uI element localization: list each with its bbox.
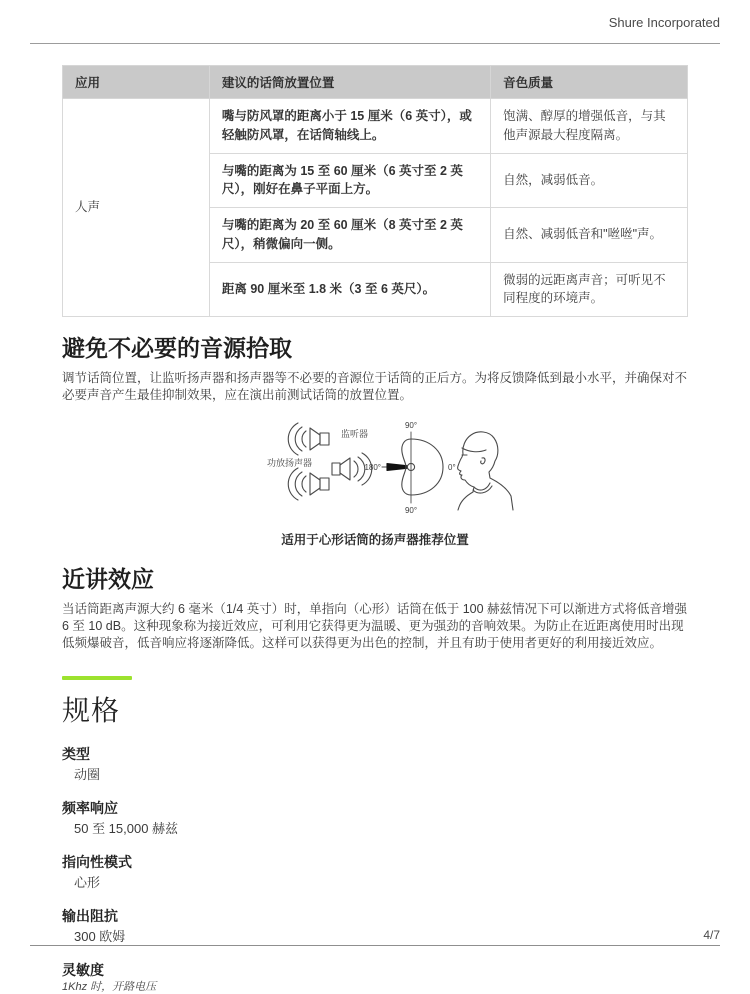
avoid-pickup-paragraph: 调节话筒位置，让监听扬声器和扬声器等不必要的音源位于话筒的正后方。为将反馈降低到最小水平，并确保对不必要声音产生最佳抑制效果，应在演出前测试话筒的放置位置。 [62,371,688,402]
application-cell: 人声 [63,99,210,317]
face-icon [458,432,513,510]
page-content [0,44,750,994]
col-header-placement: 建议的话筒放置位置 [209,66,490,99]
placement-cell: 与嘴的距离为 20 至 60 厘米（8 英寸至 2 英尺），稍微偏向一侧。 [209,208,490,263]
spec-item-sensitivity [62,961,688,994]
spec-note: 1Khz 时，开路电压 [62,981,157,993]
spec-label: 类型 [62,746,90,762]
placement-cell: 距离 90 厘米至 1.8 米（3 至 6 英尺）。 [209,262,490,317]
pa-speaker-icon [288,423,329,455]
spec-label: 灵敏度 [62,962,104,978]
proximity-paragraph: 当话筒距离声源大约 6 毫米（1/4 英寸）时，单指向（心形）话筒在低于 100 赫兹情况下可以渐进方式将低音增强 6 至 10 dB。这种现象称为接近效应，可利用它获得更为温暖、更为强劲的音响效果。为防止在近距离使用时出现低频爆破音，低音响应将逐渐降低。这样可以获得更为出色的控制，并且有助于使用者更好的利用接近效应。 [62,602,688,650]
monitor-label: 监听器 [341,429,369,439]
page-number: 4/7 [703,928,720,942]
pa-speaker-label: 功放扬声器 [267,458,313,468]
section-title-specs: 规格 [62,695,121,726]
spec-label: 指向性模式 [62,854,132,870]
green-accent-bar [62,676,132,680]
company-name: Shure Incorporated [608,15,720,30]
placement-cell: 与嘴的距离为 15 至 60 厘米（6 英寸至 2 英尺），刚好在鼻子平面上方。 [209,153,490,208]
deg-90-top-label: 90° [404,421,418,430]
section-title-avoid-pickup: 避免不必要的音源拾取 [62,335,292,361]
spec-item-frequency-response [62,799,688,837]
page-footer [30,928,720,946]
spec-value: 动圈 [74,767,101,782]
quality-cell: 自然，减弱低音。 [491,153,688,208]
quality-cell: 饱满、醇厚的增强低音，与其他声源最大程度隔离。 [491,99,688,154]
microphone-icon [387,463,415,470]
spec-item-type [62,745,688,783]
spec-value: 心形 [74,875,101,890]
quality-cell: 微弱的远距离声音；可听见不同程度的环境声。 [491,262,688,317]
deg-0-label: 0° [448,463,456,472]
spec-value: 300 欧姆 [74,929,126,944]
speaker-placement-figure [62,417,688,548]
spec-value: 50 至 15,000 赫兹 [74,821,179,836]
quality-cell: 自然、减弱低音和"咝咝"声。 [491,208,688,263]
spec-item-polar-pattern [62,853,688,891]
section-title-proximity: 近讲效应 [62,566,154,592]
page-header [0,0,750,44]
mic-placement-table [62,65,688,317]
speaker-placement-diagram [255,417,535,517]
spec-label: 频率响应 [62,800,118,816]
pa-speaker-icon [288,468,329,500]
col-header-application: 应用 [63,66,210,99]
figure-caption: 适用于心形话筒的扬声器推荐位置 [281,533,469,547]
col-header-quality: 音色质量 [491,66,688,99]
footer-divider [30,945,720,946]
table-row [63,99,688,154]
table-header-row [63,66,688,99]
placement-cell: 嘴与防风罩的距离小于 15 厘米（6 英寸），或轻触防风罩，在话筒轴线上。 [209,99,490,154]
deg-90-bottom-label: 90° [404,506,418,515]
deg-180-label: 180° [364,463,381,472]
spec-label: 输出阻抗 [62,908,118,924]
